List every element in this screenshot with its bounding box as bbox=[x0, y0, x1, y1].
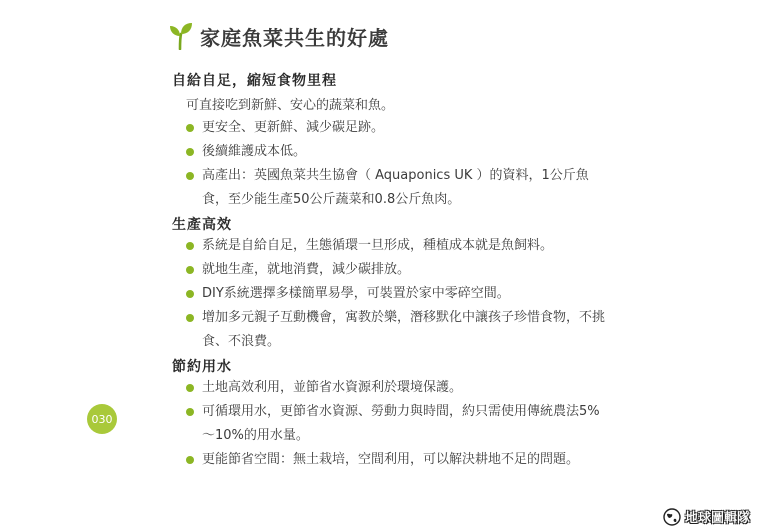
bullet-dot bbox=[186, 456, 194, 464]
list-item: 更安全、更新鮮、減少碳足跡。 bbox=[186, 116, 606, 140]
globe-icon bbox=[663, 508, 681, 526]
bullet-dot bbox=[186, 408, 194, 416]
page-title: 家庭魚菜共生的好處 bbox=[200, 25, 389, 50]
list-item: 更能節省空間：無土栽培，空間利用，可以解決耕地不足的問題。 bbox=[186, 448, 606, 472]
list-item: 就地生產，就地消費，減少碳排放。 bbox=[186, 258, 606, 282]
page-number-badge: 030 bbox=[87, 404, 117, 434]
section-intro: 可直接吃到新鮮、安心的蔬菜和魚。 bbox=[186, 98, 395, 113]
list-item: DIY系統選擇多樣簡單易學，可裝置於家中零碎空間。 bbox=[186, 282, 606, 306]
list-item: 增加多元親子互動機會，寓教於樂，潛移默化中讓孩子珍惜食物，不挑食、不浪費。 bbox=[186, 306, 606, 354]
list-item: 系統是自給自足，生態循環一旦形成，種植成本就是魚飼料。 bbox=[186, 234, 606, 258]
bullet-dot bbox=[186, 314, 194, 322]
section-title-self-sufficiency: 自給自足，縮短食物里程 bbox=[172, 73, 337, 89]
bullet-dot bbox=[186, 290, 194, 298]
bullet-dot bbox=[186, 266, 194, 274]
sprout-icon bbox=[168, 22, 194, 50]
section-title-efficiency: 生產高效 bbox=[172, 217, 232, 233]
list-item: 土地高效利用，並節省水資源利於環境保護。 bbox=[186, 376, 606, 400]
bullet-dot bbox=[186, 172, 194, 180]
bullet-dot bbox=[186, 242, 194, 250]
section-title-water-saving: 節約用水 bbox=[172, 359, 232, 375]
bullet-dot bbox=[186, 124, 194, 132]
bullet-dot bbox=[186, 148, 194, 156]
list-item: 高產出：英國魚菜共生協會（ Aquaponics UK ）的資料，1公斤魚食，至少能生產50公斤蔬菜和0.8公斤魚肉。 bbox=[186, 164, 606, 212]
watermark bbox=[663, 507, 750, 526]
watermark-text: 地球圖輯隊 bbox=[685, 511, 751, 526]
page-header bbox=[168, 20, 389, 52]
list-item: 可循環用水，更節省水資源、勞動力與時間，約只需使用傳統農法5%～10%的用水量。 bbox=[186, 400, 606, 448]
bullet-dot bbox=[186, 384, 194, 392]
list-item: 後續維護成本低。 bbox=[186, 140, 606, 164]
